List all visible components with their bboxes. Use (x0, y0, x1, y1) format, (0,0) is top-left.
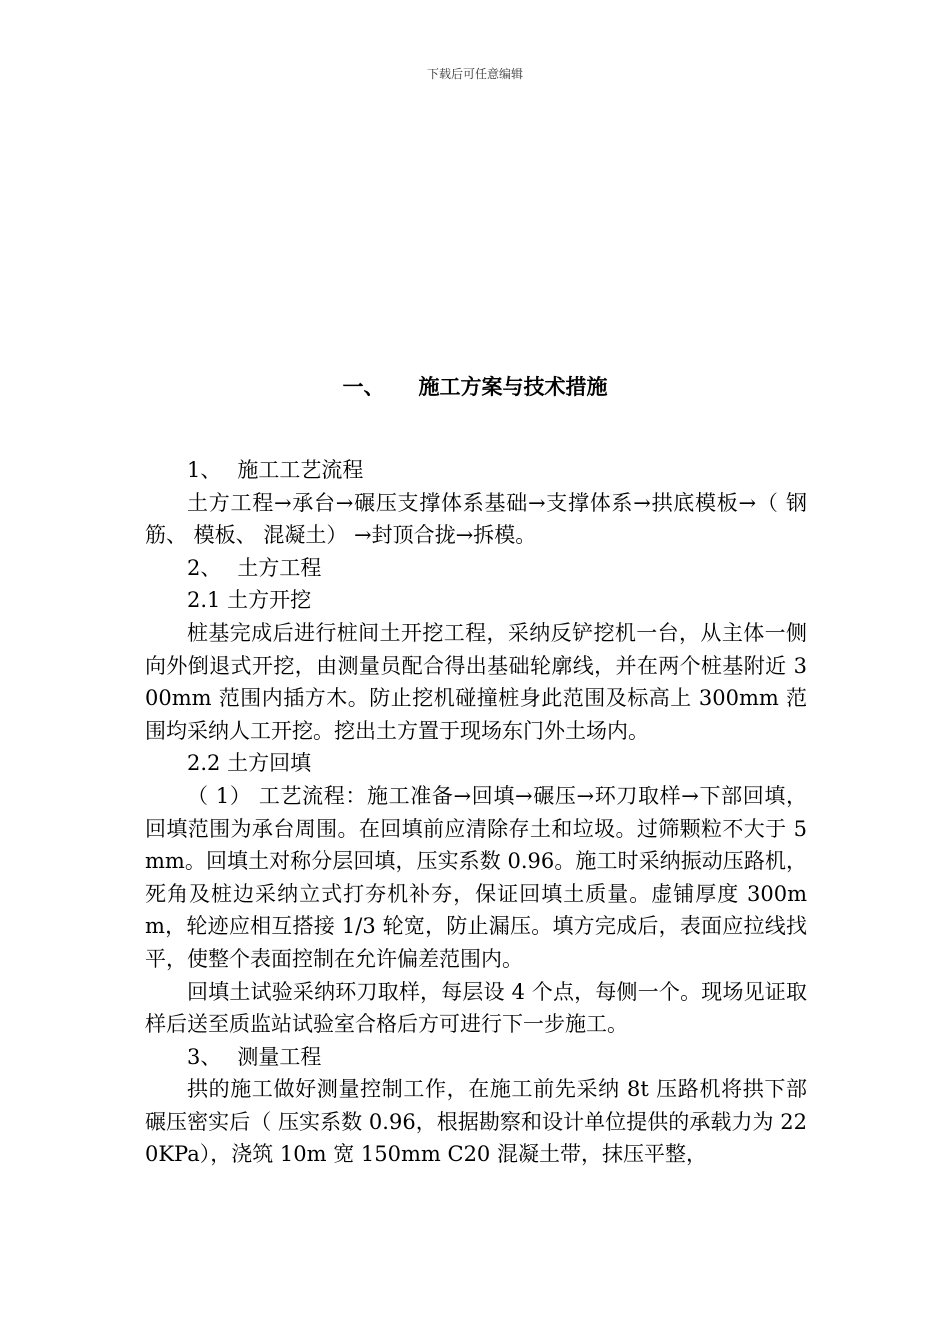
subheading-number: 1、 (187, 458, 222, 482)
page-header-note: 下载后可任意编辑 (426, 67, 523, 81)
subheading-survey (145, 1041, 807, 1074)
section-number: 一、 (342, 375, 385, 399)
paragraph-process-flow: 土方工程→承台→碾压支撑体系基础→支撑体系→拱底模板→（ 钢筋、 模板、 混凝土） →封顶合拢→拆模。 (145, 490, 807, 548)
subheading-text: 测量工程 (237, 1044, 322, 1069)
subsection-backfill: 2.2 土方回填 (187, 751, 312, 776)
subheading-text: 土方工程 (237, 555, 322, 580)
section-title (0, 372, 950, 402)
paragraph-survey: 拱的施工做好测量控制工作，在施工前先采纳 8t 压路机将拱下部碾压密实后（ 压实系数 0.96，根据勘察和设计单位提供的承载力为 220KPa），浇筑 10m 宽 150mm C20 混凝土带，抹压平整， (145, 1077, 807, 1167)
subheading-earthwork (145, 552, 807, 585)
subheading-process-flow (145, 454, 807, 487)
subheading-number: 2、 (187, 555, 222, 580)
section-title-text: 施工方案与技术措施 (418, 375, 608, 399)
paragraph-excavation: 桩基完成后进行桩间土开挖工程，采纳反铲挖机一台，从主体一侧向外倒退式开挖，由测量员配合得出基础轮廓线，并在两个桩基附近 300mm 范围内插方木。防止挖机碰撞桩身此范围及标高上 300mm 范围均采纳人工开挖。挖出土方置于现场东门外土场内。 (145, 620, 807, 743)
subheading-text: 施工工艺流程 (237, 458, 364, 482)
document-body (145, 454, 807, 1171)
subheading-number: 3、 (187, 1044, 222, 1069)
paragraph-backfill-process: （ 1） 工艺流程：施工准备→回填→碾压→环刀取样→下部回填，回填范围为承台周围。在回填前应清除存土和垃圾。过筛颗粒不大于 5mm。回填土对称分层回填，压实系数 0.96。施工时采纳振动压路机，死角及桩边采纳立式打夯机补夯，保证回填土质量。虚铺厚度 300mm，轮迹应相互搭接 1/3 轮宽，防止漏压。填方完成后，表面应拉线找平，使整个表面控制在允许偏差范围内。 (145, 783, 807, 971)
paragraph-backfill-testing: 回填土试验采纳环刀取样，每层设 4 个点，每侧一个。现场见证取样后送至质监站试验室合格后方可进行下一步施工。 (145, 979, 807, 1037)
subsection-excavation: 2.1 土方开挖 (187, 588, 312, 613)
